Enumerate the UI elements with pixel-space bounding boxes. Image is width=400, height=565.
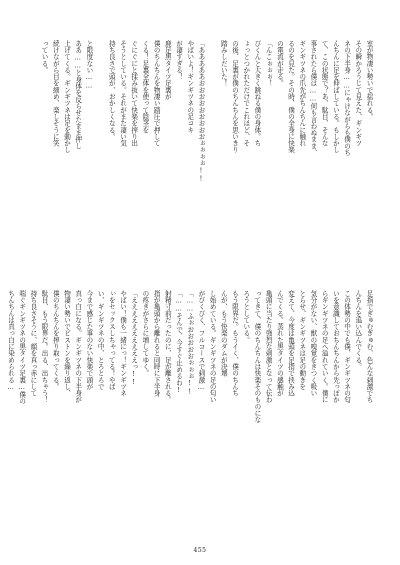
- text-column: るのを見た。その時、僕の全身に快楽: [286, 40, 295, 154]
- text-column: 室が物凄い勢いで揺れる。: [365, 40, 373, 120]
- text-column: 「ええええええええええっ!!: [129, 290, 138, 386]
- text-column: 亀頭に当たり強烈な刺激となって伝わ: [264, 290, 273, 404]
- text-column: と限度ない……: [84, 40, 93, 90]
- text-column: んが、もう快楽のダムが決壊: [219, 290, 228, 377]
- text-column: 今まで感じた事のない快楽で頭が: [84, 290, 93, 390]
- text-column: ネの下半身……にゃけながらも僕のち: [342, 40, 351, 156]
- text-column: いを意識しておちんちんから先っぽか: [331, 290, 340, 404]
- text-column: やばいよ！ギンギツネの足コキ: [185, 40, 194, 134]
- text-column: 僕のちんちんを搾り取ってくる。: [51, 290, 60, 390]
- text-column: がびくびく、フルコースで刺激…: [196, 290, 205, 392]
- text-column: やばい！僕も一緒にっ！ギンギツネ: [118, 290, 127, 397]
- text-column: 僕のちんちんを物凄い踏圧で押して: [152, 40, 161, 147]
- text-column: 上げてくる。ギンギツネは足を動かし: [62, 40, 71, 154]
- text-column: い、ギンギツネの中、とろとろで: [96, 290, 105, 390]
- text-column: らギンギツネの足へ溢れていく。僕に: [320, 290, 329, 404]
- text-column: 真っ白になる。ギンギツネの下半身が: [73, 290, 82, 404]
- text-column: 事されたら僕は……何も言わぬまま、: [308, 40, 317, 156]
- text-column: んでくる。蒸れた黒タイツの感触が: [275, 290, 284, 397]
- text-column: の後、足裏が僕のちんちんを思いきり: [230, 40, 239, 154]
- text-column: ぃをセックスしちゃってる！やば: [107, 290, 116, 390]
- text-column: 踏みしだいた！: [219, 40, 228, 87]
- text-column: 変えて、今度は亀頭を足指で挟み込: [286, 290, 295, 397]
- text-column: 「……そんで、今すぐ止めるわ!: [174, 290, 183, 394]
- text-column: て、この状態で？あ、駄目、そんな: [320, 40, 329, 147]
- text-column: 「……ふぉおおおおおぉぉぉ!!: [185, 290, 194, 396]
- text-column: っている。: [40, 40, 49, 74]
- text-column: ああ……と身体を反らせたまま押し: [73, 40, 82, 150]
- text-column: ってきて、僕のちんちんは快楽そのものにな: [252, 290, 261, 423]
- text-column: この体勢の中でも僕、ギンギツネの匂: [342, 290, 351, 404]
- text-column: [94, 40, 105, 284]
- text-column: ろうとしている。: [241, 290, 250, 344]
- text-column: 物凄い勢いでピストンを繰り返し、: [62, 290, 71, 397]
- upper-text-block: [34, 40, 374, 284]
- text-column: 「んこぉぉぉ！: [264, 40, 273, 87]
- text-column: ぐにぐにと揉み抜いて快楽を搾り出: [129, 40, 138, 147]
- text-column: んちんに足を伸ばしている。もしかし: [331, 40, 340, 154]
- text-column: 射精寸前だったのに、足が離される。: [163, 290, 172, 404]
- text-column: 持ち良さで頭が、おかしくなる。: [107, 40, 116, 140]
- text-column: 指が亀頭から離れると同時に下半身: [152, 290, 161, 397]
- text-column: びくんと大きく跳ねる僕の身体。ち: [252, 40, 261, 147]
- text-column: その瞬かろうじて見えた、ギンギツ: [353, 40, 362, 147]
- text-column: もう限界だ。もうイく、僕のちんち: [230, 290, 239, 397]
- lower-text-block: [6, 290, 374, 535]
- text-column: とらせ、ギンギツネは足の動きを: [297, 290, 306, 390]
- text-column: 足指でぎゅむぎゅむ、色んな刺激でち: [365, 290, 373, 404]
- text-column: [206, 40, 217, 284]
- text-column: し始めている。ギンギツネの足の匂い: [208, 290, 217, 404]
- text-column: 気分がない、獣の嗅覚をきつく吸い: [308, 290, 317, 397]
- text-column: んちんを追い込んでくる。: [353, 290, 362, 370]
- text-column: 鹿足黒タイツ足裏が: [163, 40, 172, 100]
- text-column: 持ち良さそうに、顔を真っ赤にして: [28, 290, 37, 397]
- text-column: そうとしている。それがまた凄い気: [118, 40, 127, 147]
- text-column: くる！足裏全体を使って陰茎を: [140, 40, 149, 134]
- text-column: が凄すぎる！: [174, 40, 183, 80]
- text-column: の疼きがさらに増してゆく。: [140, 290, 149, 377]
- page-number: 455: [193, 547, 207, 554]
- text-column: ょっとつかれただけでこれほど、そ: [241, 40, 250, 147]
- text-column: 「あああああおおおおおおおおおぉぉぉぉ!!: [196, 40, 205, 183]
- text-column: の電流が走る。: [275, 40, 284, 87]
- text-column: 喘ぐギンギツネの黒タイツ足裏…僕の: [17, 290, 26, 405]
- text-column: 駄目、もう限界だ。出る、出ちゃう！: [40, 290, 49, 404]
- text-column: ちんちんは真っ白に染められる…: [6, 290, 15, 392]
- text-column: 続けながら目を細め、楽しそうに笑: [51, 40, 60, 147]
- text-column: ギンギツネの爪先がちんちんに触れ: [297, 40, 306, 147]
